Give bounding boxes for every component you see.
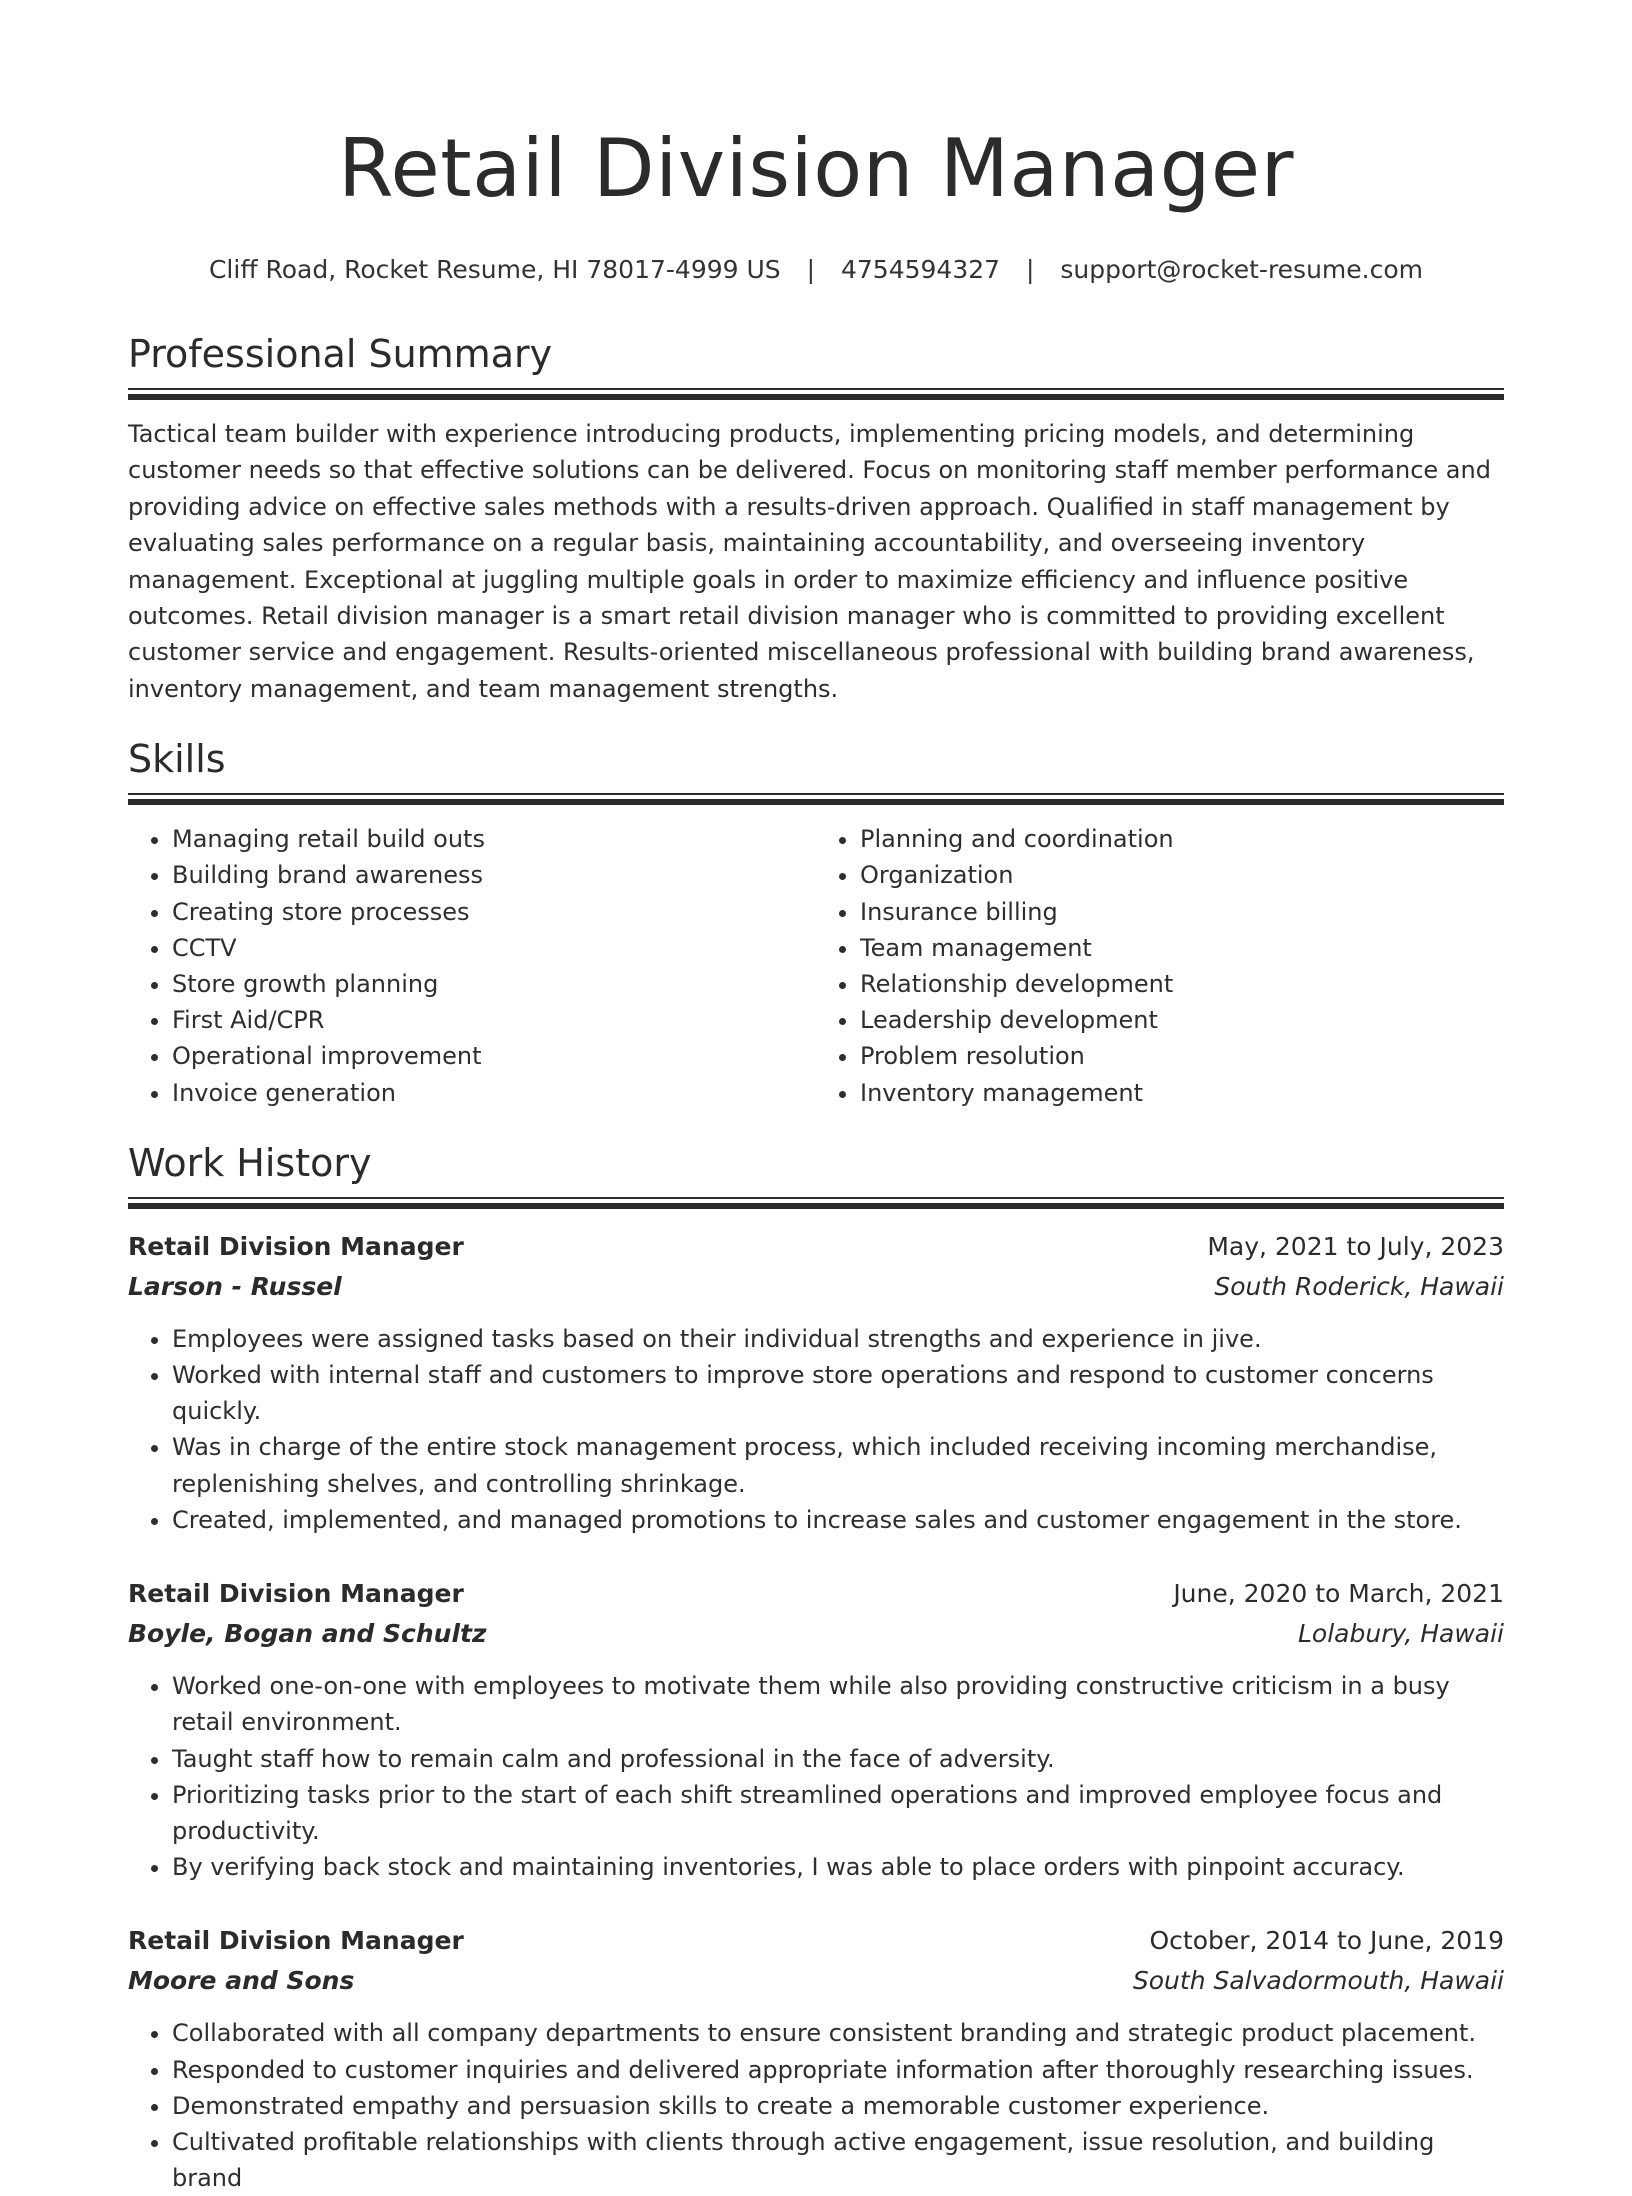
job-bullets [128, 2015, 1504, 2196]
skill-item: • Building brand awareness [172, 857, 816, 893]
job-entry [128, 1574, 1504, 1885]
job-dates: May, 2021 to July, 2023 [1207, 1231, 1504, 1261]
job-bullet: • Responded to customer inquiries and delivered appropriate information after thoroughly researching issues. [172, 2052, 1504, 2088]
skills-list-left [128, 821, 816, 1111]
summary-text: Tactical team builder with experience introducing products, implementing pricing models, and determining customer needs so that effective solutions can be delivered. Focus on monitoring staff member performance and providing advice on effective sales methods with a results-driven approach. Qualified in staff management by evaluating sales performance on a regular basis, maintaining accountability, and overseeing inventory management. Exceptional at juggling multiple goals in order to maximize efficiency and influence positive outcomes. Retail division manager is a smart retail division manager who is committed to providing excellent customer service and engagement. Results-oriented miscellaneous professional with building brand awareness, inventory management, and team management strengths. [128, 420, 1491, 703]
skill-item: • Leadership development [860, 1002, 1504, 1038]
skill-item: • Planning and coordination [860, 821, 1504, 857]
skill-item: • Store growth planning [172, 966, 816, 1002]
professional-summary-section [128, 330, 1504, 707]
job-company-row [128, 1614, 1504, 1654]
skill-item: • Managing retail build outs [172, 821, 816, 857]
job-bullet: • Cultivated profitable relationships with clients through active engagement, issue resolution, and building brand [172, 2124, 1504, 2196]
job-bullet: • Was in charge of the entire stock management process, which included receiving incoming merchandise, replenishing shelves, and controlling shrinkage. [172, 1429, 1504, 1501]
job-dates: October, 2014 to June, 2019 [1149, 1926, 1504, 1956]
job-header-row [128, 1921, 1504, 1961]
job-company-row [128, 1267, 1504, 1307]
job-entry [128, 1227, 1504, 1538]
skill-item: • First Aid/CPR [172, 1002, 816, 1038]
skill-item: • Operational improvement [172, 1038, 816, 1074]
skill-item: • Problem resolution [860, 1038, 1504, 1074]
skill-item: • Team management [860, 930, 1504, 966]
skill-item: • Organization [860, 857, 1504, 893]
job-bullet: • Employees were assigned tasks based on their individual strengths and experience in jive. [172, 1321, 1504, 1357]
job-bullet: • By verifying back stock and maintaining inventories, I was able to place orders with pinpoint accuracy. [172, 1849, 1504, 1885]
job-company: Moore and Sons [128, 1966, 355, 1996]
section-title: Skills [128, 737, 226, 782]
section-divider [128, 1197, 1504, 1209]
skill-item: • Relationship development [860, 966, 1504, 1002]
job-bullet: • Demonstrated empathy and persuasion skills to create a memorable customer experience. [172, 2088, 1504, 2124]
resume-name: Retail Division Manager [337, 122, 1295, 215]
job-company: Boyle, Bogan and Schultz [128, 1619, 487, 1649]
contact-line [128, 254, 1504, 286]
contact-email: support@rocket-resume.com [1060, 255, 1424, 284]
job-bullets [128, 1321, 1504, 1538]
section-divider [128, 388, 1504, 400]
contact-phone: 4754594327 [841, 255, 1001, 284]
skill-item: • CCTV [172, 930, 816, 966]
skills-columns [128, 821, 1504, 1111]
section-title: Work History [128, 1140, 372, 1185]
job-bullets [128, 1668, 1504, 1885]
job-bullet: • Created, implemented, and managed promotions to increase sales and customer engagement in the store. [172, 1502, 1504, 1538]
job-company-row [128, 1961, 1504, 2001]
contact-address: Cliff Road, Rocket Resume, HI 78017-4999 US [208, 255, 781, 284]
section-divider [128, 793, 1504, 805]
job-title: Retail Division Manager [128, 1926, 464, 1956]
job-bullet: • Worked with internal staff and customers to improve store operations and respond to customer concerns quickly. [172, 1357, 1504, 1429]
job-location: South Roderick, Hawaii [1214, 1271, 1504, 1301]
job-title: Retail Division Manager [128, 1231, 464, 1261]
job-bullet: • Taught staff how to remain calm and professional in the face of adversity. [172, 1741, 1504, 1777]
job-bullet: • Prioritizing tasks prior to the start of each shift streamlined operations and improved employee focus and productivity. [172, 1777, 1504, 1849]
skill-item: • Invoice generation [172, 1075, 816, 1111]
job-bullet: • Worked one-on-one with employees to motivate them while also providing constructive criticism in a busy retail environment. [172, 1668, 1504, 1740]
work-history-section [128, 1139, 1504, 2196]
job-dates: June, 2020 to March, 2021 [1173, 1579, 1504, 1609]
skills-section [128, 735, 1504, 1111]
job-location: Lolabury, Hawaii [1297, 1619, 1504, 1649]
contact-separator: | [1026, 255, 1035, 284]
skill-item: • Insurance billing [860, 894, 1504, 930]
skills-list-right [816, 821, 1504, 1111]
job-title: Retail Division Manager [128, 1579, 464, 1609]
job-entry [128, 1921, 1504, 2196]
job-header-row [128, 1574, 1504, 1614]
job-location: South Salvadormouth, Hawaii [1132, 1966, 1504, 1996]
skill-item: • Inventory management [860, 1075, 1504, 1111]
job-bullet: • Collaborated with all company departments to ensure consistent branding and strategic product placement. [172, 2015, 1504, 2051]
job-header-row [128, 1227, 1504, 1267]
skill-item: • Creating store processes [172, 894, 816, 930]
job-company: Larson - Russel [128, 1271, 342, 1301]
contact-separator: | [806, 255, 816, 284]
section-title: Professional Summary [128, 332, 553, 376]
